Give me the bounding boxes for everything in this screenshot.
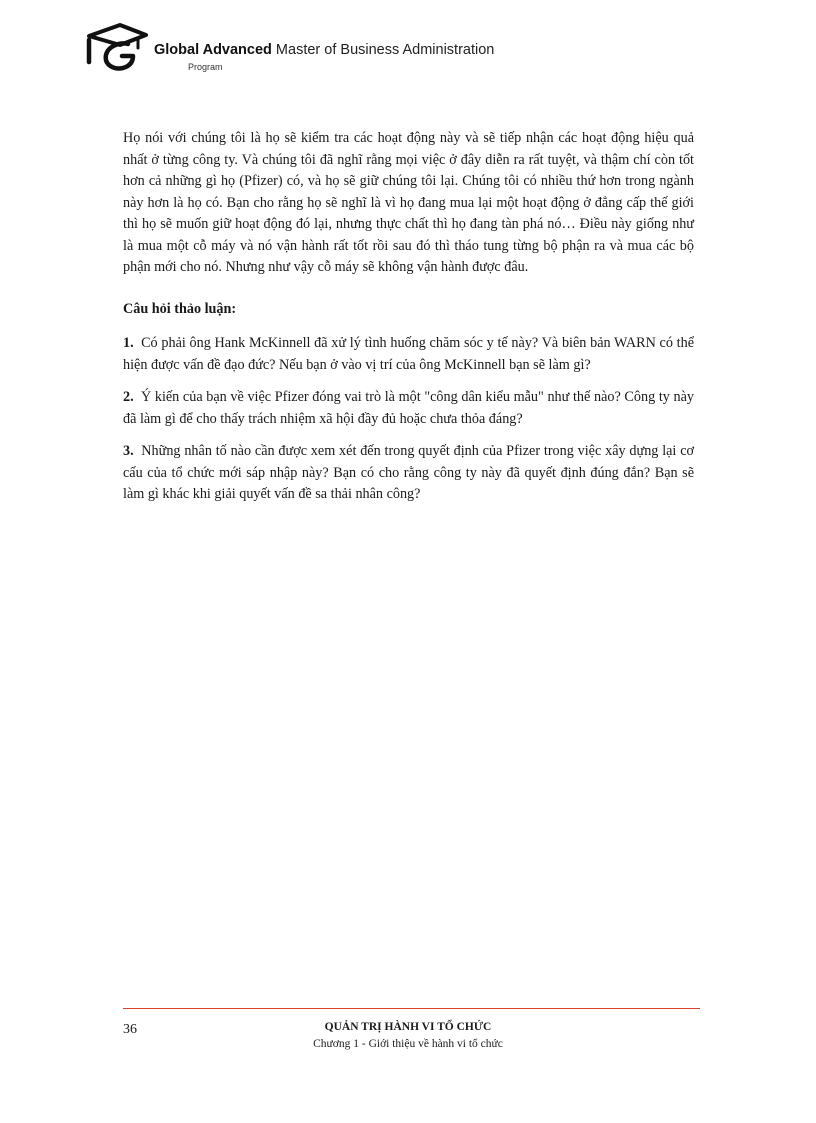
question-number: 2. — [123, 389, 134, 405]
question-number: 1. — [123, 335, 134, 351]
brand-title — [154, 42, 494, 58]
question-number: 3. — [123, 443, 134, 459]
footer-subtitle-text: Chương 1 - Giới thiệu về hành vi tổ chức — [313, 1038, 503, 1050]
question-item — [123, 333, 694, 376]
footer-divider — [123, 1008, 700, 1009]
header — [86, 22, 586, 74]
questions-heading: Câu hỏi thảo luận: — [123, 300, 237, 317]
brand-subtitle: Program — [188, 62, 223, 72]
body-paragraph: Họ nói với chúng tôi là họ sẽ kiểm tra các hoạt động này và sẽ tiếp nhận các hoạt động hiệu quả nhất ở từng công ty. Và chúng tôi đã nghĩ rằng mọi việc ở đây diễn ra rất tuyệt, và thậm chí còn tốt hơn cả những gì họ (Pfizer) có, và họ sẽ giữ chúng tôi lại. Chúng tôi có nhiều thứ hơn trong ngành này hơn là họ có. Bạn cho rằng họ sẽ nghĩ là vì họ đang mua lại một hoạt động ở đẳng cấp thế giới thì họ sẽ muốn giữ hoạt động đó lại, nhưng thực chất thì họ đang tàn phá nó… Điều này giống như là mua một cỗ máy và nó vận hành rất tốt rồi sau đó thì tháo tung từng bộ phận ra và mua các bộ phận mới cho nó. Nhưng như vậy cỗ máy sẽ không vận hành được đâu. — [123, 130, 694, 275]
question-text: Ý kiến của bạn về việc Pfizer đóng vai trò là một "công dân kiểu mẫu" như thế nào? Công ty này đã làm gì để cho thấy trách nhiệm xã hội đầy đủ hoặc chưa thỏa đáng? — [123, 389, 694, 427]
question-item — [123, 441, 694, 506]
footer-title — [0, 1021, 816, 1033]
footer-title-text: QUẢN TRỊ HÀNH VI TỔ CHỨC — [324, 1021, 492, 1033]
page-content — [123, 128, 694, 506]
footer-subtitle — [0, 1038, 816, 1050]
question-text: Những nhân tố nào cần được xem xét đến trong quyết định của Pfizer trong việc xây dựng lại cơ cấu của tổ chức mới sáp nhập này? Bạn có cho rằng công ty này đã quyết định đúng đắn? Bạn sẽ làm gì khác khi giải quyết vấn đề sa thải nhân công? — [123, 443, 694, 502]
question-list — [123, 333, 694, 506]
question-item — [123, 387, 694, 430]
brand-name: Global Advanced — [154, 42, 272, 58]
brand-program-name: Master of Business Administration — [271, 42, 495, 58]
question-text: Có phải ông Hank McKinnell đã xử lý tình huống chăm sóc y tế này? Và biên bản WARN có thể hiện được vấn đề đạo đức? Nếu bạn ở vào vị trí của ông McKinnell bạn sẽ làm gì? — [123, 335, 694, 373]
graduation-cap-logo-icon — [86, 22, 148, 72]
page-number: 36 — [123, 1022, 137, 1037]
